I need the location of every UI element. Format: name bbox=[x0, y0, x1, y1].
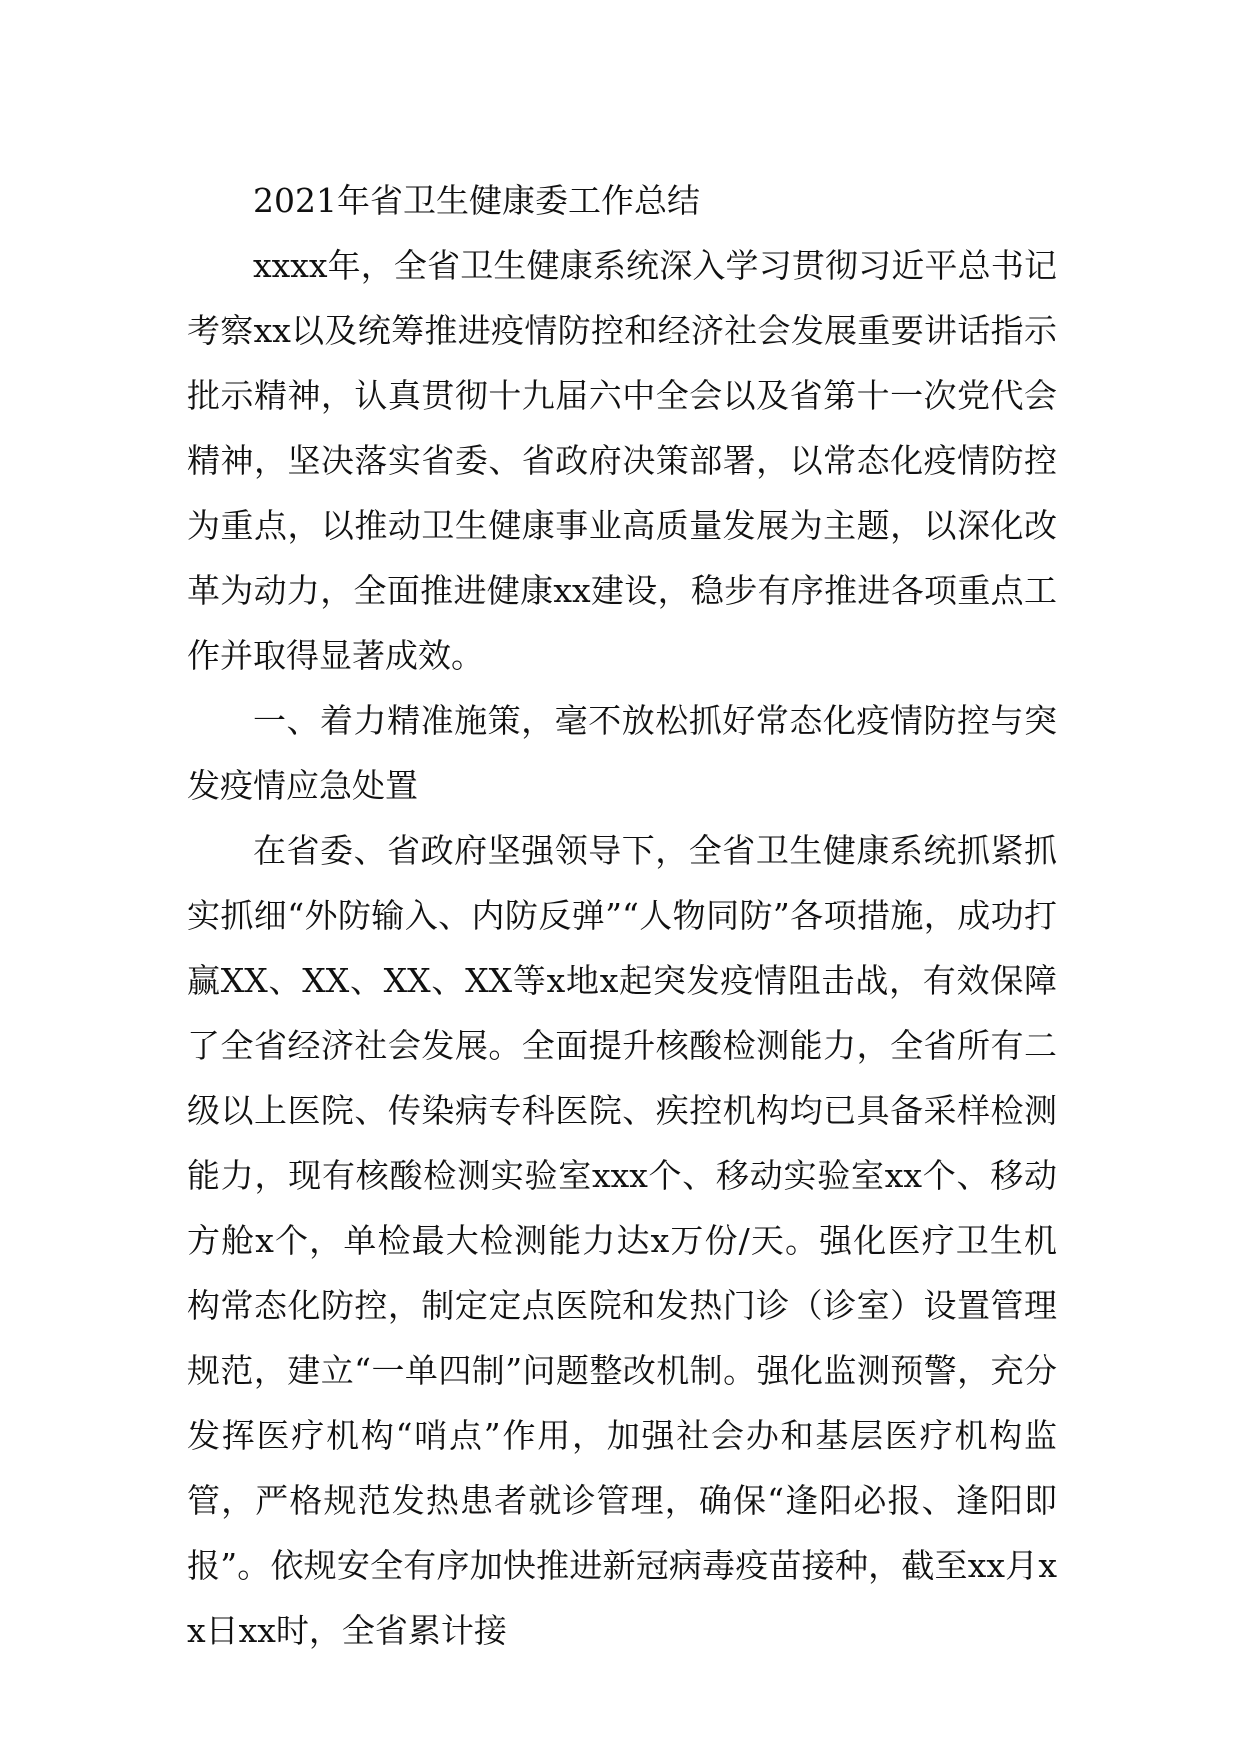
section-1-paragraph: 在省委、省政府坚强领导下，全省卫生健康系统抓紧抓实抓细“外防输入、内防反弹”“人物同防”各项措施，成功打赢XX、XX、XX、XX等x地x起突发疫情阻击战，有效保障了全省经济社会发展。全面提升核酸检测能力，全省所有二级以上医院、传染病专科医院、疾控机构均已具备采样检测能力，现有核酸检测实验室xxx个、移动实验室xx个、移动方舱x个，单检最大检测能力达x万份/天。强化医疗卫生机构常态化防控，制定定点医院和发热门诊（诊室）设置管理规范，建立“一单四制”问题整改机制。强化监测预警，充分发挥医疗机构“哨点”作用，加强社会办和基层医疗机构监管，严格规范发热患者就诊管理，确保“逢阳必报、逢阳即报”。依规安全有序加快推进新冠病毒疫苗接种，截至xx月xx日xx时，全省累计接 bbox=[187, 831, 1057, 1650]
document-title: 2021年省卫生健康委工作总结 bbox=[253, 181, 700, 220]
section-heading-1: 一、着力精准施策，毫不放松抓好常态化疫情防控与突发疫情应急处置 bbox=[187, 701, 1057, 805]
document-body bbox=[187, 168, 1057, 1663]
intro-paragraph: xxxx年，全省卫生健康系统深入学习贯彻习近平总书记考察xx以及统筹推进疫情防控和经济社会发展重要讲话指示批示精神，认真贯彻十九届六中全会以及省第十一次党代会精神，坚决落实省委、省政府决策部署，以常态化疫情防控为重点，以推动卫生健康事业高质量发展为主题，以深化改革为动力，全面推进健康xx建设，稳步有序推进各项重点工作并取得显著成效。 bbox=[187, 246, 1057, 675]
